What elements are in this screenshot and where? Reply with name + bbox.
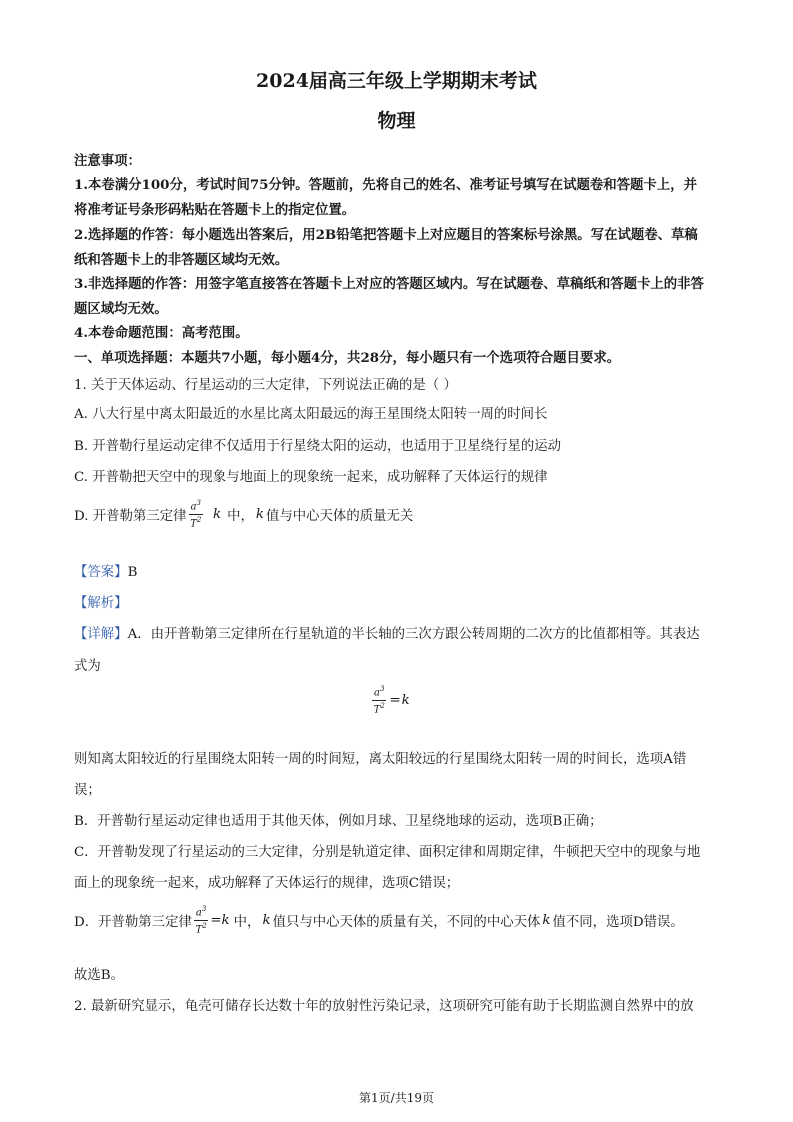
- conclusion: 故选B。: [74, 968, 125, 983]
- notice-line: 1.本卷满分100分，考试时间75分钟。答题前，先将自己的姓名、准考证号填写在试题卷和答题卡上，并: [74, 177, 697, 193]
- question-1-stem: 1. 关于天体运动、行星运动的三大定律，下列说法正确的是（ ）: [74, 378, 457, 393]
- formula-den-exp: 2: [196, 516, 202, 525]
- kepler-formula-display: [370, 686, 410, 716]
- detail-c1: C．开普勒发现了行星运动的三大定律，分别是轨道定律、面积定律和周期定律，牛顿把天空中的现象与地: [74, 845, 701, 860]
- detail-d-mid2: 值只与中心天体的质量有关，不同的中心天体: [272, 915, 541, 931]
- detail-a1: A．由开普勒第三定律所在行星轨道的半长轴的三次方跟公转周期的二次方的比值都相等。其表达: [127, 627, 700, 642]
- notice-line: 纸和答题卡上的非答题区域均无效。: [74, 252, 289, 268]
- formula-eq: =: [210, 913, 222, 929]
- answer-line: [74, 561, 137, 580]
- exam-title: 2024届高三年级上学期期末考试: [256, 70, 537, 92]
- question-2-stem: 2. 最新研究显示，龟壳可储存长达数十年的放射性污染记录，这项研究可能有助于长期监测自然界中的放: [74, 999, 694, 1014]
- page-footer: 第1页/共19页: [359, 1091, 434, 1105]
- kepler-formula: [189, 500, 203, 530]
- answer-value: B: [127, 565, 138, 580]
- section-heading: 一、单项选择题：本题共7小题，每小题4分，共28分，每小题只有一个选项符合题目要求。: [74, 350, 621, 366]
- answer-tag: 【答案】: [74, 565, 128, 580]
- notice-line: 2.选择题的作答：每小题选出答案后，用2B铅笔把答题卡上对应题目的答案标号涂黑。写在试题卷、草稿: [74, 227, 698, 243]
- option-d-tail: 值与中心天体的质量无关: [265, 509, 414, 525]
- option-d-prefix: D. 开普勒第三定律: [74, 509, 187, 525]
- formula-num: a: [374, 687, 380, 699]
- detail-a2: 式为: [74, 659, 101, 674]
- formula-rhs: k: [221, 913, 230, 929]
- notice-line: 3.非选择题的作答：用签字笔直接答在答题卡上对应的答题区域内。写在试题卷、草稿纸和答题卡上的非答: [74, 276, 704, 292]
- formula-num-exp: 3: [201, 905, 207, 913]
- formula-den-exp: 2: [380, 702, 385, 711]
- option-d-suffix: 中，: [227, 509, 254, 525]
- formula-k: k: [542, 913, 551, 929]
- formula-den: T: [190, 518, 197, 530]
- formula-num: a: [190, 501, 197, 513]
- formula-k: k: [255, 507, 264, 523]
- detail-b: B．开普勒行星运动定律也适用于其他天体，例如月球、卫星绕地球的运动，选项B正确；: [74, 814, 603, 829]
- notice-heading: 注意事项：: [74, 153, 141, 169]
- notice-line: 4.本卷命题范围：高考范围。: [74, 325, 249, 341]
- detail-d: [74, 906, 684, 936]
- formula-num-exp: 3: [196, 499, 201, 507]
- formula-num-exp: 3: [379, 685, 385, 693]
- detail-c2: 面上的现象统一起来，成功解释了天体运行的规律，选项C错误；: [74, 876, 460, 891]
- formula-num: a: [195, 907, 202, 919]
- formula-den: T: [373, 704, 381, 716]
- notice-line: 将准考证号条形码粘贴在答题卡上的指定位置。: [74, 202, 356, 218]
- question-1-option-c: C. 开普勒把天空中的现象与地面上的现象统一起来，成功解释了天体运行的规律: [74, 470, 548, 485]
- detail-d-tail: 值不同，选项D错误。: [552, 915, 684, 931]
- detail-d-prefix: D．开普勒第三定律: [74, 915, 192, 931]
- notice-line: 题区域均无效。: [74, 301, 168, 317]
- question-1-option-a: A. 八大行星中离太阳最近的水星比离太阳最远的海王星围绕太阳转一周的时间长: [74, 407, 548, 422]
- detail-d-mid: 中，: [233, 915, 261, 931]
- detail-tag: 【详解】: [74, 627, 128, 642]
- formula-rhs: k: [401, 693, 410, 709]
- detail-a3: 则知离太阳较近的行星围绕太阳转一周的时间短，离太阳较远的行星围绕太阳转一周的时间长，选项A错: [74, 752, 687, 767]
- subject-title: 物理: [377, 110, 416, 132]
- formula-den: T: [195, 924, 203, 936]
- question-1-option-d: [74, 500, 413, 530]
- analysis-tag: 【解析】: [74, 596, 128, 611]
- formula-k: k: [262, 913, 271, 929]
- question-1-option-b: B. 开普勒行星运动定律不仅适用于行星绕太阳的运动，也适用于卫星绕行星的运动: [74, 439, 562, 454]
- detail-line: [74, 623, 700, 642]
- formula-den-exp: 2: [202, 922, 207, 931]
- detail-a4: 误；: [74, 783, 101, 798]
- formula-rhs: k: [212, 507, 222, 523]
- formula-eq: =: [389, 693, 401, 709]
